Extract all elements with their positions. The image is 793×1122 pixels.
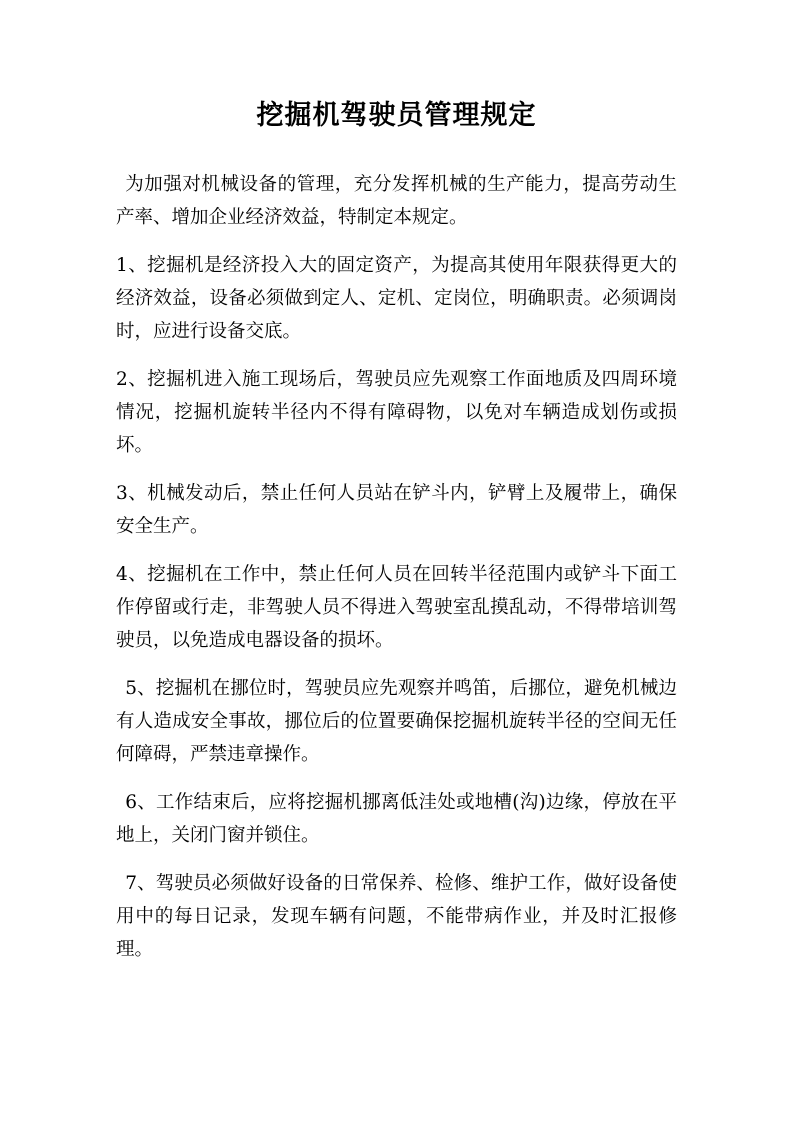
paragraph-rule-1: 1、挖掘机是经济投入大的固定资产，为提高其使用年限获得更大的经济效益，设备必须做到定人、定机、定岗位，明确职责。必须调岗时，应进行设备交底。 [116,255,677,342]
paragraph-intro: 为加强对机械设备的管理，充分发挥机械的生产能力，提高劳动生产率、增加企业经济效益，特制定本规定。 [116,174,677,228]
paragraph-rule-6: 6、工作结束后，应将挖掘机挪离低洼处或地槽(沟)边缘，停放在平地上，关闭门窗并锁住。 [116,792,677,846]
paragraph-rule-5: 5、挖掘机在挪位时，驾驶员应先观察并鸣笛，后挪位，避免机械边有人造成安全事故，挪位后的位置要确保挖掘机旋转半径的空间无任何障碍，严禁违章操作。 [116,678,677,765]
paragraph-rule-3: 3、机械发动后，禁止任何人员站在铲斗内，铲臂上及履带上，确保安全生产。 [116,483,677,537]
document-body [116,168,677,966]
paragraph-rule-7: 7、驾驶员必须做好设备的日常保养、检修、维护工作，做好设备使用中的每日记录，发现车辆有问题，不能带病作业，并及时汇报修理。 [116,873,677,960]
document-title: 挖掘机驾驶员管理规定 [256,100,537,131]
paragraph-rule-4: 4、挖掘机在工作中，禁止任何人员在回转半径范围内或铲斗下面工作停留或行走，非驾驶人员不得进入驾驶室乱摸乱动，不得带培训驾驶员，以免造成电器设备的损坏。 [116,564,677,651]
paragraph-rule-2: 2、挖掘机进入施工现场后，驾驶员应先观察工作面地质及四周环境情况，挖掘机旋转半径内不得有障碍物，以免对车辆造成划伤或损坏。 [116,369,677,456]
